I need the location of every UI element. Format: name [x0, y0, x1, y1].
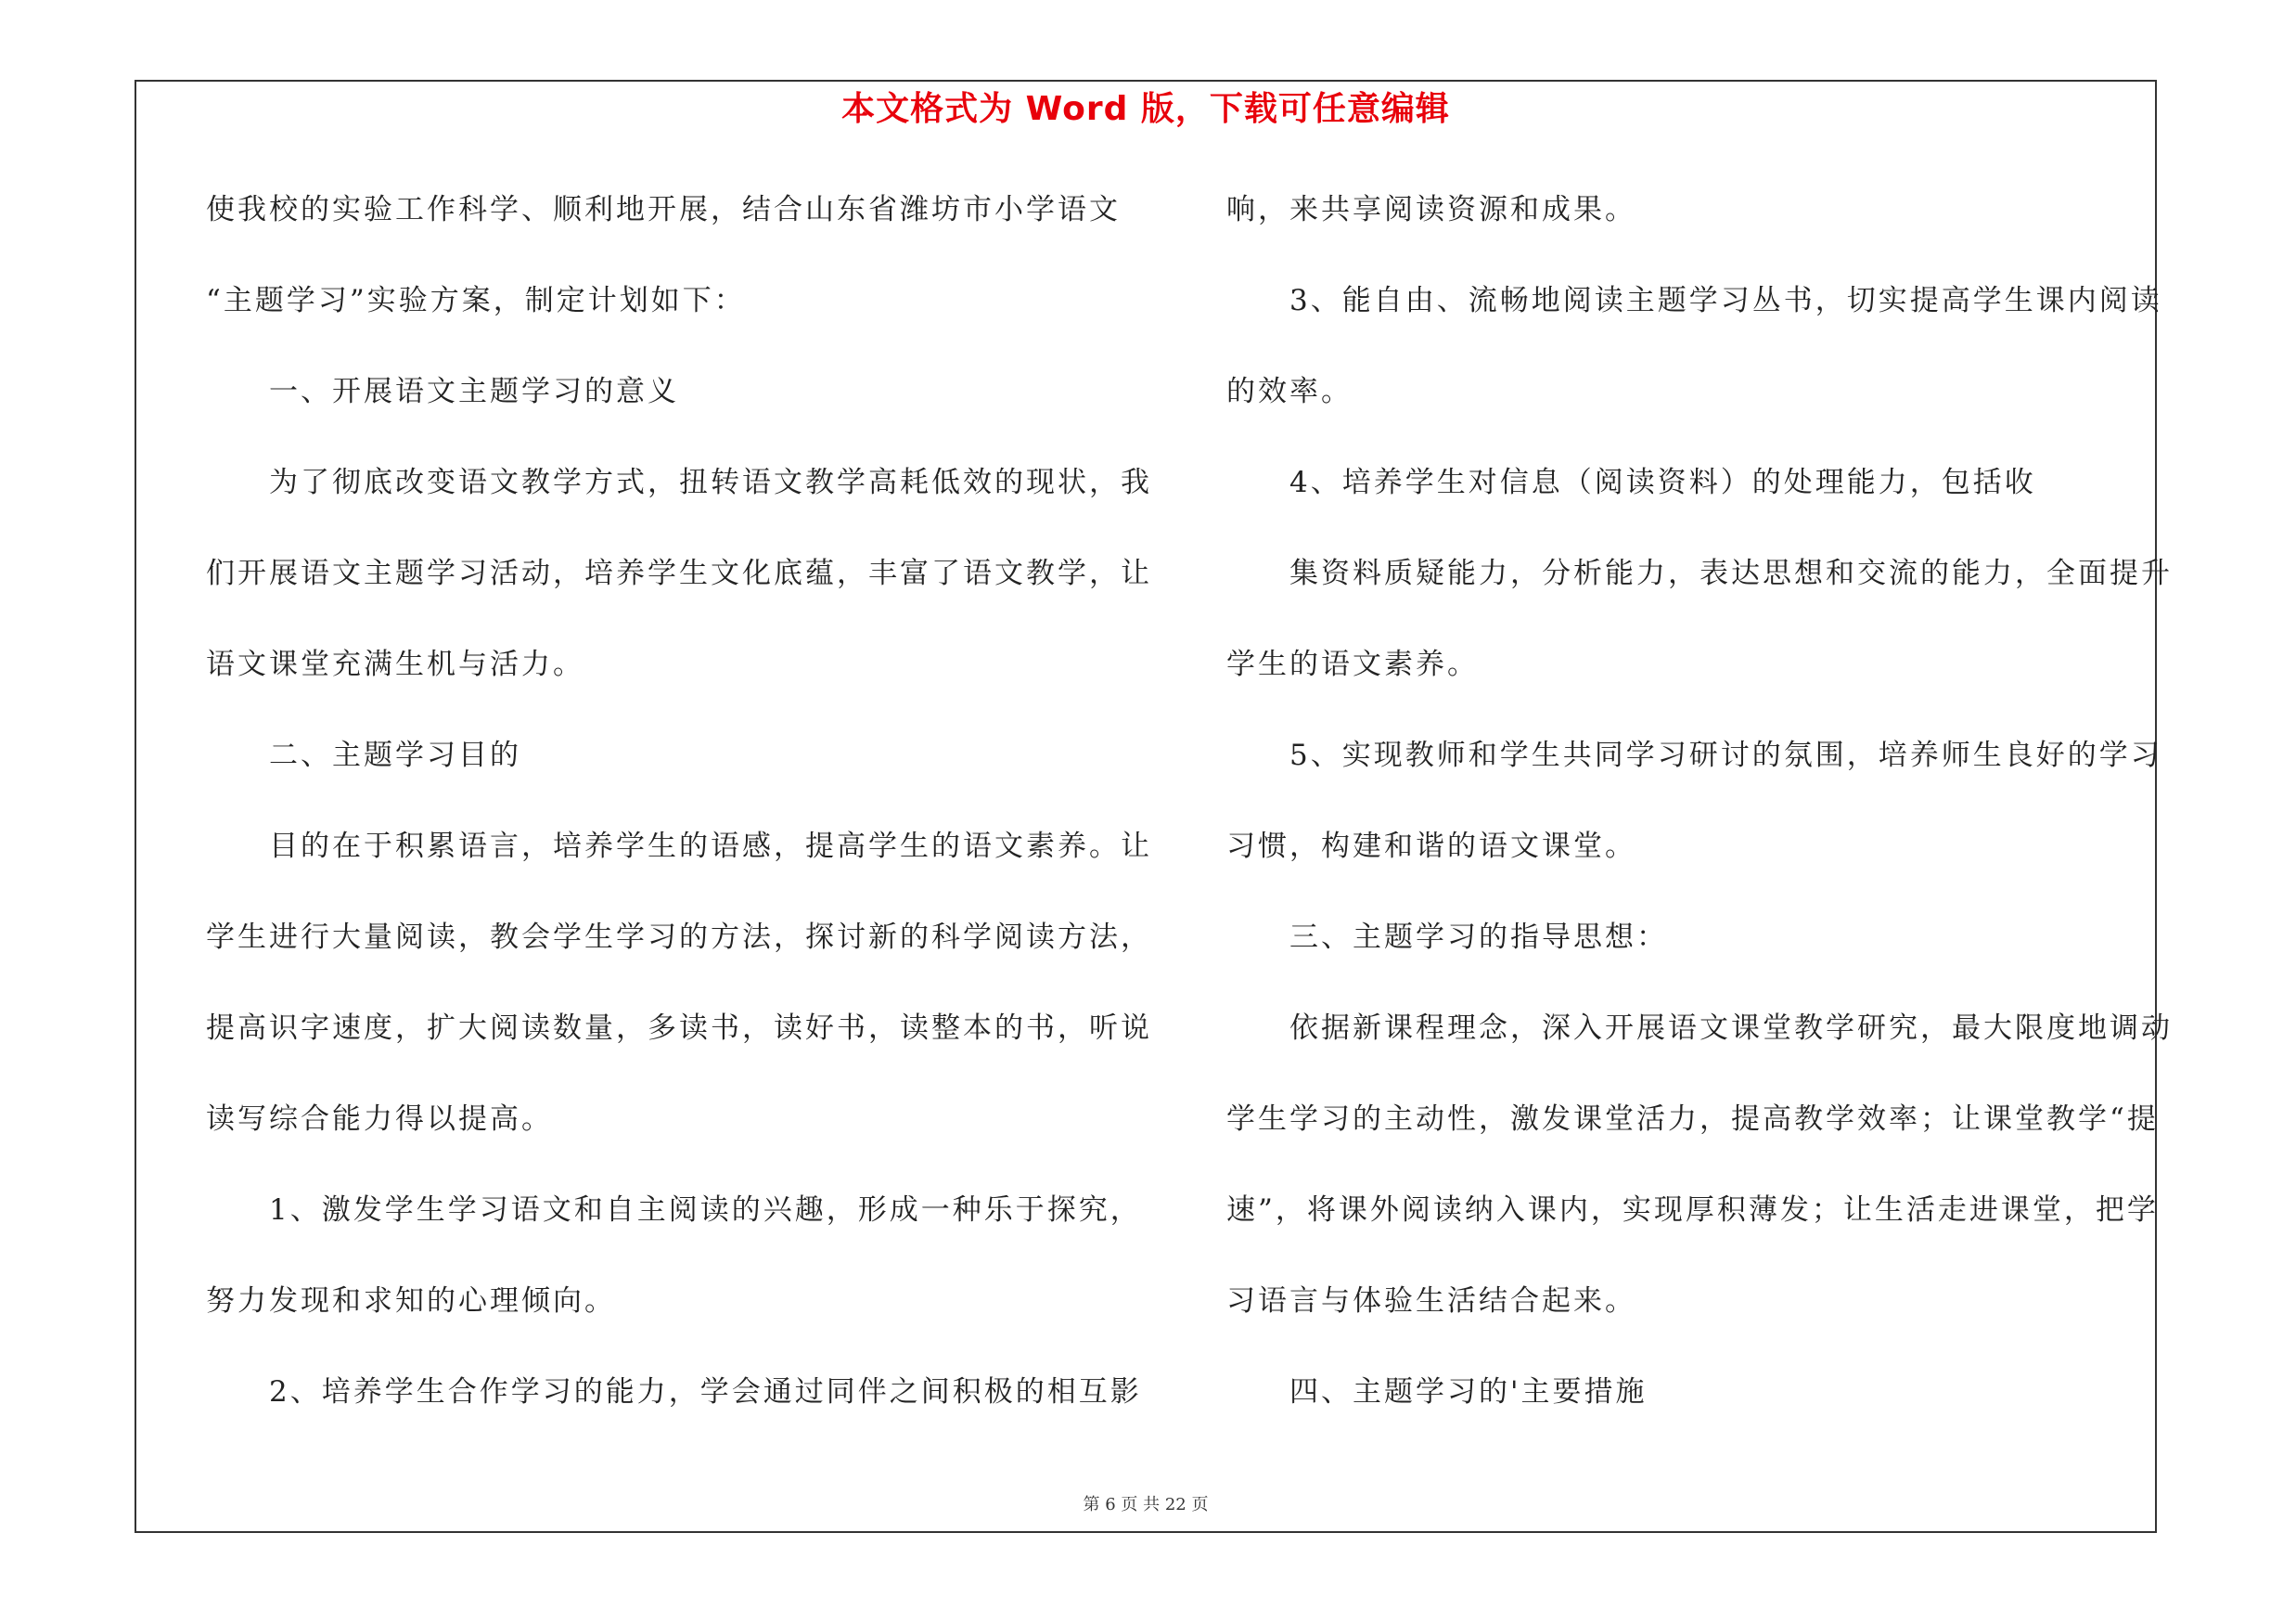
text-line: 学生进行大量阅读，教会学生学习的方法，探讨新的科学阅读方法，	[206, 921, 1152, 954]
text-line: 3、能自由、流畅地阅读主题学习丛书，切实提高学生课内阅读	[1289, 284, 2162, 317]
text-line: 学生学习的主动性，激发课堂活力，提高教学效率；让课堂教学“提	[1226, 1102, 2159, 1136]
text-line: 习语言与体验生活结合起来。	[1226, 1284, 1636, 1318]
text-line: 2、培养学生合作学习的能力，学会通过同伴之间积极的相互影	[269, 1375, 1142, 1409]
text-line: 使我校的实验工作科学、顺利地开展，结合山东省潍坊市小学语文	[206, 193, 1121, 226]
section-heading: 二、主题学习目的	[269, 739, 521, 772]
format-notice: 本文格式为 Word 版，下载可任意编辑	[841, 90, 1450, 128]
text-line: 集资料质疑能力，分析能力，表达思想和交流的能力，全面提升	[1289, 557, 2173, 590]
text-line: 响，来共享阅读资源和成果。	[1226, 193, 1636, 226]
text-line: 努力发现和求知的心理倾向。	[206, 1284, 616, 1318]
text-line: 速”，将课外阅读纳入课内，实现厚积薄发；让生活走进课堂，把学	[1226, 1193, 2159, 1227]
section-heading: 四、主题学习的'主要措施	[1289, 1375, 1648, 1409]
text-line: 语文课堂充满生机与活力。	[206, 648, 584, 681]
text-line: 依据新课程理念，深入开展语文课堂教学研究，最大限度地调动	[1289, 1011, 2173, 1045]
text-line: 的效率。	[1226, 375, 1353, 408]
section-heading: 一、开展语文主题学习的意义	[269, 375, 679, 408]
section-heading: 三、主题学习的指导思想：	[1289, 921, 1668, 954]
text-line: 学生的语文素养。	[1226, 648, 1479, 681]
text-line: 4、培养学生对信息（阅读资料）的处理能力，包括收	[1289, 466, 2036, 499]
text-line: 为了彻底改变语文教学方式，扭转语文教学高耗低效的现状，我	[269, 466, 1152, 499]
text-line: 习惯，构建和谐的语文课堂。	[1226, 830, 1636, 863]
page-number: 第 6 页 共 22 页	[1083, 1495, 1209, 1514]
text-line: 提高识字速度，扩大阅读数量，多读书，读好书，读整本的书，听说	[206, 1011, 1152, 1045]
text-line: 5、实现教师和学生共同学习研讨的氛围，培养师生良好的学习	[1289, 739, 2162, 772]
text-line: 1、激发学生学习语文和自主阅读的兴趣，形成一种乐于探究，	[269, 1193, 1142, 1227]
right-column	[1226, 182, 2173, 1455]
text-line: 们开展语文主题学习活动，培养学生文化底蕴，丰富了语文教学，让	[206, 557, 1152, 590]
text-line: 目的在于积累语言，培养学生的语感，提高学生的语文素养。让	[269, 830, 1152, 863]
left-column	[206, 182, 1152, 1455]
text-line: 读写综合能力得以提高。	[206, 1102, 553, 1136]
text-line: “主题学习”实验方案，制定计划如下：	[206, 284, 746, 317]
